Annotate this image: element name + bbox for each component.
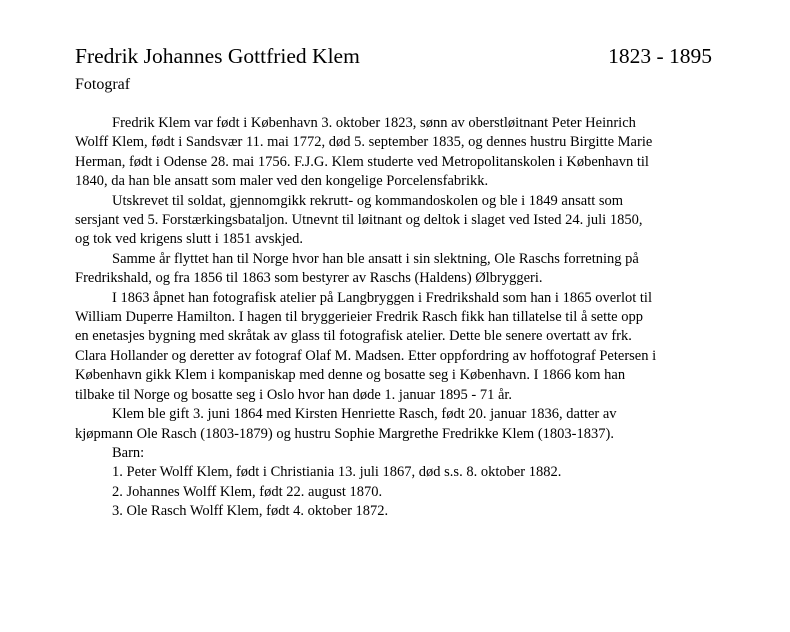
paragraph-military: Utskrevet til soldat, gjennomgikk rekrutt- og kommandoskolen og ble i 1849 ansatt som sersjant ved 5. Forstærkingsbataljon. Utnevnt til løitnant og deltok i slaget ved Isted 24. juli 1850, og tok ved krigens slutt i 1851 avskjed. bbox=[75, 192, 643, 248]
biography-text bbox=[75, 114, 715, 522]
child-item: 1. Peter Wolff Klem, født i Christiania 13. juli 1867, død s.s. 8. oktober 1882. bbox=[112, 464, 562, 481]
paragraph-photography: I 1863 åpnet han fotografisk atelier på Langbryggen i Fredrikshald som han i 1865 overlot til William Duperre Hamilton. I hagen til bryggerieier Fredrik Rasch fikk han tillatelse til å sette opp en enetasjes bygning med skråtak av glass til fotografisk atelier. Dette ble senere overtatt av frk. Clara Hollander og deretter av fotograf Olaf M. Madsen. Etter oppfordring av hoffotograf Petersen i København gikk Klem i kompaniskap med denne og bosatte seg i København. I 1866 kom han tilbake til Norge og bosatte seg i Oslo hvor han døde 1. januar 1895 - 71 år. bbox=[75, 289, 657, 403]
child-item: 3. Ole Rasch Wolff Klem, født 4. oktober 1872. bbox=[112, 503, 389, 520]
paragraph-birth: Fredrik Klem var født i København 3. oktober 1823, sønn av oberstløitnant Peter Heinrich Wolff Klem, født i Sandsvær 11. mai 1772, død 5. september 1835, og dennes hustru Birgitte Marie Herman, født i Odense 28. mai 1756. F.J.G. Klem studerte ved Metropolitanskolen i København til 1840, da han ble ansatt som maler ved den kongelige Porcelensfabrikk. bbox=[75, 115, 653, 190]
profession: Fotograf bbox=[75, 76, 131, 93]
life-years: 1823 - 1895 bbox=[608, 44, 712, 68]
paragraph-norway: Samme år flyttet han til Norge hvor han ble ansatt i sin slektning, Ole Raschs forretning på Fredrikshald, og fra 1856 til 1863 som bestyrer av Raschs (Haldens) Ølbryggeri. bbox=[75, 250, 639, 287]
children-label: Barn: bbox=[112, 444, 145, 461]
header bbox=[75, 44, 715, 74]
paragraph-marriage: Klem ble gift 3. juni 1864 med Kirsten Henriette Rasch, født 20. januar 1836, datter av kjøpmann Ole Rasch (1803-1879) og hustru Sophie Margrethe Fredrikke Klem (1803-1837). bbox=[75, 406, 617, 442]
child-item: 2. Johannes Wolff Klem, født 22. august 1870. bbox=[112, 483, 383, 500]
person-name: Fredrik Johannes Gottfried Klem bbox=[75, 44, 360, 68]
document-page bbox=[75, 44, 715, 522]
